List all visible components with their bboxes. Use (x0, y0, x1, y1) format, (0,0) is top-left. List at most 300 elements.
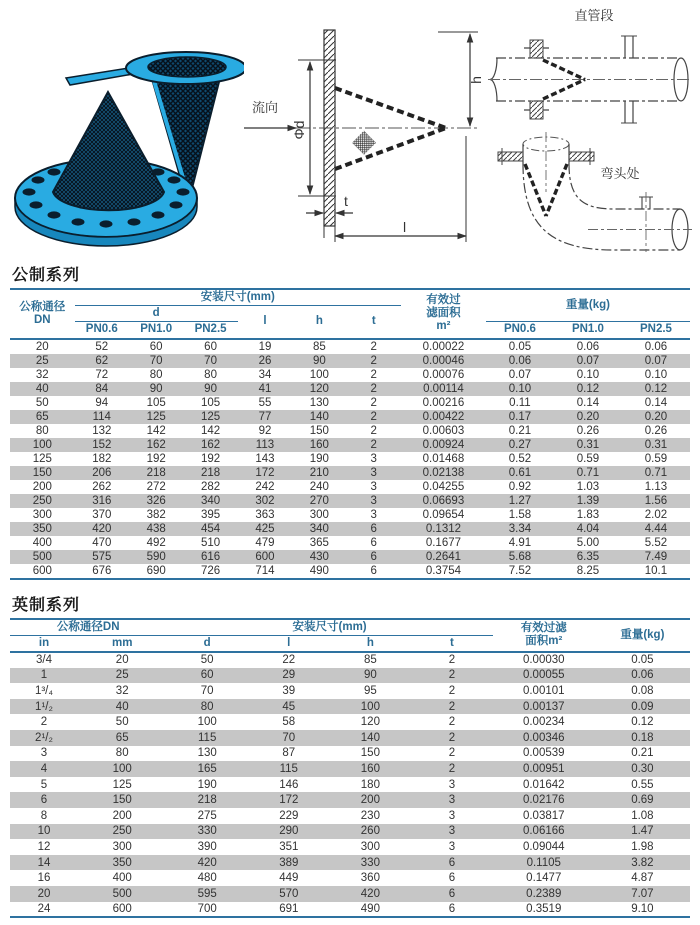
table-cell: 316 (92, 494, 112, 507)
table-cell: 0.06 (576, 340, 600, 353)
table-cell: 3.34 (508, 522, 532, 535)
table-cell: 50 (200, 654, 214, 667)
table-cell: 0.05 (508, 340, 532, 353)
table-cell: 242 (255, 480, 275, 493)
table-cell: 3 (448, 825, 456, 838)
table-cell: 0.09654 (422, 508, 465, 521)
table-cell: 192 (146, 452, 166, 465)
table-cell: 0.00234 (522, 716, 565, 729)
col-header-weight: 重量(kg) (620, 628, 665, 641)
imperial-table-header (10, 620, 690, 652)
table-cell: 2 (370, 396, 377, 409)
table-cell: 1.56 (644, 494, 668, 507)
table-cell: 10 (37, 825, 51, 838)
table-cell: 0.00101 (522, 685, 565, 698)
table-cell: 2 (40, 716, 48, 729)
table-cell: 0.00030 (522, 654, 565, 667)
table-cell: 600 (32, 564, 52, 577)
table-cell: 22 (282, 654, 296, 667)
metric-series-title: 公制系列 (12, 267, 81, 284)
metric-table (10, 290, 690, 580)
table-cell: 125 (200, 410, 221, 423)
table-cell: 130 (197, 747, 217, 760)
table-cell: 2 (448, 763, 456, 776)
table-cell: 616 (200, 550, 221, 563)
t-dim-label: t (344, 193, 348, 209)
table-cell: 2 (370, 354, 377, 367)
table-cell: 152 (92, 438, 112, 451)
table-cell: 100 (112, 763, 132, 776)
table-cell: 80 (115, 747, 129, 760)
table-cell: 0.27 (508, 438, 532, 451)
table-cell: 162 (146, 438, 166, 451)
table-cell: 4.44 (644, 522, 668, 535)
table-cell: 575 (92, 550, 112, 563)
table-row (10, 886, 690, 902)
table-cell: 24 (37, 902, 51, 915)
table-cell: 80 (149, 368, 163, 381)
table-cell: 4 (40, 763, 48, 776)
elbow-label: 弯头处 (600, 166, 640, 181)
table-cell: 0.71 (576, 466, 600, 479)
table-row (10, 508, 690, 522)
table-cell: 326 (146, 494, 166, 507)
table-cell: 0.59 (644, 452, 668, 465)
table-cell: 200 (112, 809, 132, 822)
table-cell: 0.31 (576, 438, 600, 451)
table-row (10, 466, 690, 480)
table-cell: 340 (309, 522, 329, 535)
table-cell: 1.13 (644, 480, 668, 493)
table-cell: 26 (258, 354, 272, 367)
table-cell: 0.00055 (522, 669, 565, 682)
table-cell: 87 (282, 747, 296, 760)
table-cell: 1.08 (631, 809, 654, 822)
table-cell: 3 (370, 466, 377, 479)
table-cell: 165 (197, 763, 217, 776)
table-cell: 90 (312, 354, 326, 367)
table-cell: 490 (360, 902, 380, 915)
table-row (10, 438, 690, 452)
table-row (10, 839, 690, 855)
table-cell: 0.3519 (526, 902, 562, 915)
table-cell: 20 (37, 887, 51, 900)
table-cell: 70 (149, 354, 163, 367)
table-cell: 95 (363, 685, 377, 698)
table-cell: 2.02 (644, 508, 668, 521)
table-cell: 492 (146, 536, 166, 549)
col-header-h: h (366, 636, 374, 649)
table-cell: 16 (37, 872, 51, 885)
table-row (10, 808, 690, 824)
table-cell: 142 (200, 424, 221, 437)
table-cell: 20 (35, 340, 49, 353)
table-cell: 160 (309, 438, 329, 451)
table-cell: 0.14 (576, 396, 600, 409)
table-cell: 330 (360, 856, 380, 869)
table-cell: 0.10 (576, 368, 600, 381)
table-cell: 0.08 (631, 685, 654, 698)
table-cell: 0.21 (508, 424, 532, 437)
table-cell: 0.06 (644, 340, 668, 353)
table-row (10, 777, 690, 793)
table-cell: 490 (309, 564, 329, 577)
table-cell: 0.17 (508, 410, 532, 423)
table-cell: 0.26 (644, 424, 668, 437)
table-cell: 160 (360, 763, 380, 776)
imperial-series-title: 英制系列 (12, 596, 81, 614)
table-cell: 0.01468 (422, 452, 465, 465)
table-cell: 0.00216 (422, 396, 465, 409)
col-header-in: in (38, 636, 50, 649)
table-cell: 0.59 (576, 452, 600, 465)
table-cell: 470 (92, 536, 112, 549)
table-cell: 115 (279, 763, 298, 776)
table-cell: 438 (146, 522, 166, 535)
table-cell: 7.07 (631, 887, 654, 900)
table-cell: 1.27 (508, 494, 532, 507)
table-cell: 0.06693 (422, 494, 465, 507)
table-row (10, 699, 690, 715)
table-cell: 351 (279, 841, 299, 854)
table-cell: 690 (146, 564, 166, 577)
table-cell: 5.00 (576, 536, 600, 549)
table-cell: 3 (370, 480, 377, 493)
table-cell: 240 (309, 480, 329, 493)
table-cell: 270 (309, 494, 329, 507)
table-cell: 0.03817 (522, 809, 565, 822)
table-cell: 0.12 (631, 716, 654, 729)
table-cell: 150 (112, 794, 132, 807)
table-cell: 50 (115, 716, 129, 729)
table-cell: 29 (282, 669, 296, 682)
col-header-l: l (263, 315, 267, 328)
table-cell: 142 (146, 424, 166, 437)
table-cell: 4.87 (631, 872, 654, 885)
table-cell: 2 (448, 700, 456, 713)
table-cell: 330 (197, 825, 217, 838)
table-cell: 500 (32, 550, 52, 563)
table-row (10, 396, 690, 410)
table-cell: 100 (360, 700, 380, 713)
figure-strip (0, 0, 700, 258)
table-cell: 8.25 (576, 564, 600, 577)
table-cell: 150 (32, 466, 52, 479)
table-cell: 70 (282, 731, 296, 744)
metric-table-header (10, 290, 690, 339)
table-cell: 192 (200, 452, 221, 465)
table-cell: 3 (448, 778, 456, 791)
table-cell: 0.06166 (522, 825, 565, 838)
table-cell: 140 (360, 731, 380, 744)
table-cell: 100 (32, 438, 52, 451)
table-cell: 1.98 (631, 841, 654, 854)
table-cell: 600 (112, 902, 132, 915)
table-cell: 0.09044 (522, 841, 565, 854)
table-cell: 90 (204, 382, 217, 395)
table-cell: 19 (258, 340, 272, 353)
table-cell: 190 (309, 452, 329, 465)
table-row (10, 714, 690, 730)
table-cell: 595 (197, 887, 217, 900)
table-cell: 570 (279, 887, 299, 900)
table-cell: 430 (309, 550, 329, 563)
table-cell: 0.1105 (526, 856, 561, 869)
table-cell: 60 (204, 340, 217, 353)
table-row (10, 683, 690, 699)
table-cell: 2 (370, 410, 377, 423)
table-row (10, 870, 690, 886)
table-cell: 45 (282, 700, 296, 713)
table-cell: 272 (146, 480, 166, 493)
table-cell: 6 (370, 522, 377, 535)
col-header-w-pn25: PN2.5 (639, 323, 672, 336)
table-cell: 420 (92, 522, 112, 535)
table-cell: 0.69 (631, 794, 654, 807)
table-cell: 7.52 (508, 564, 532, 577)
table-cell: 0.71 (644, 466, 668, 479)
table-cell: 365 (309, 536, 329, 549)
table-cell: 454 (200, 522, 221, 535)
dia-dim-label: Φd (291, 120, 307, 140)
table-cell: 3.82 (631, 856, 654, 869)
table-cell: 20 (115, 654, 129, 667)
table-cell: 2 (448, 685, 456, 698)
table-cell: 218 (200, 466, 221, 479)
straight-pipe-label: 直管段 (574, 8, 614, 23)
table-row (10, 550, 690, 564)
table-cell: 400 (112, 872, 132, 885)
table-cell: 0.52 (508, 452, 532, 465)
table-cell: 140 (309, 410, 329, 423)
table-cell: 676 (92, 564, 112, 577)
table-cell: 105 (200, 396, 221, 409)
table-cell: 6 (40, 794, 48, 807)
table-row (10, 494, 690, 508)
table-cell: 113 (255, 438, 275, 451)
table-cell: 0.12 (576, 382, 600, 395)
table-row (10, 522, 690, 536)
table-cell: 0.09 (631, 700, 654, 713)
table-cell: 14 (37, 856, 51, 869)
table-cell: 1.39 (576, 494, 600, 507)
col-header-l: l (287, 636, 291, 649)
table-cell: 150 (360, 747, 380, 760)
table-cell: 0.06 (508, 354, 532, 367)
table-cell: 0.61 (508, 466, 532, 479)
table-cell: 0.18 (631, 731, 654, 744)
table-cell: 0.26 (576, 424, 600, 437)
metric-table-body (10, 339, 690, 579)
table-cell: 360 (360, 872, 380, 885)
installation-diagrams (482, 2, 697, 258)
table-row (10, 410, 690, 424)
table-cell: 0.1677 (425, 536, 462, 549)
col-header-d: d (75, 306, 238, 322)
table-cell: 120 (309, 382, 329, 395)
table-cell: 4.04 (576, 522, 600, 535)
table-row (10, 536, 690, 550)
table-cell: 2 (370, 368, 377, 381)
table-cell: 143 (255, 452, 275, 465)
table-cell: 218 (197, 794, 217, 807)
col-header-filter-area: 有效过滤 面积m² (520, 622, 567, 648)
table-cell: 0.07 (508, 368, 532, 381)
table-row (10, 339, 690, 354)
table-cell: 206 (92, 466, 112, 479)
col-header-install-dims: 安装尺寸(mm) (166, 620, 492, 636)
table-cell: 0.14 (644, 396, 668, 409)
table-cell: 0.11 (509, 396, 531, 409)
table-cell: 0.05 (631, 654, 654, 667)
table-cell: 302 (255, 494, 275, 507)
table-cell: 25 (115, 669, 129, 682)
table-cell: 300 (32, 508, 52, 521)
table-row (10, 855, 690, 871)
table-cell: 115 (198, 731, 217, 744)
table-cell: 3 (370, 452, 377, 465)
table-cell: 80 (204, 368, 217, 381)
table-cell: 0.00951 (522, 763, 565, 776)
table-cell: 691 (279, 902, 299, 915)
table-row (10, 824, 690, 840)
l-dim-label: l (403, 219, 407, 235)
table-cell: 3 (370, 508, 377, 521)
table-cell: 2 (448, 654, 456, 667)
table-cell: 0.02138 (422, 466, 465, 479)
table-cell: 1.47 (631, 825, 654, 838)
table-cell: 390 (197, 841, 217, 854)
table-cell: 39 (282, 685, 296, 698)
col-header-d: d (203, 636, 211, 649)
table-cell: 5.52 (644, 536, 668, 549)
table-cell: 0.12 (644, 382, 668, 395)
col-header-t: t (371, 315, 376, 328)
table-cell: 479 (255, 536, 275, 549)
table-cell: 0.07 (576, 354, 600, 367)
col-header-dn: 公称通径 DN (19, 300, 66, 326)
table-cell: 3 (448, 794, 456, 807)
table-cell: 714 (255, 564, 275, 577)
table-cell: 125 (32, 452, 52, 465)
table-cell: 590 (146, 550, 166, 563)
table-cell: 1³/₄ (34, 685, 54, 698)
table-cell: 114 (92, 410, 111, 423)
table-cell: 180 (360, 778, 380, 791)
table-cell: 229 (279, 809, 299, 822)
table-cell: 260 (360, 825, 380, 838)
table-cell: 5.68 (508, 550, 532, 563)
table-cell: 2 (448, 716, 456, 729)
table-cell: 0.00422 (422, 410, 465, 423)
table-cell: 250 (112, 825, 132, 838)
table-cell: 500 (112, 887, 132, 900)
table-cell: 282 (200, 480, 221, 493)
table-cell: 1.03 (576, 480, 600, 493)
table-cell: 0.10 (508, 382, 532, 395)
table-cell: 300 (112, 841, 132, 854)
table-cell: 90 (363, 669, 377, 682)
table-cell: 85 (363, 654, 377, 667)
table-cell: 0.31 (644, 438, 668, 451)
table-cell: 162 (200, 438, 221, 451)
table-cell: 2 (370, 340, 377, 353)
table-cell: 190 (197, 778, 217, 791)
table-cell: 62 (95, 354, 109, 367)
table-cell: 480 (197, 872, 217, 885)
table-cell: 72 (95, 368, 109, 381)
table-cell: 6 (448, 856, 456, 869)
table-cell: 146 (279, 778, 299, 791)
table-cell: 1.58 (508, 508, 532, 521)
col-header-filter-area: 有效过 滤面积 m² (426, 294, 461, 333)
table-cell: 2 (370, 438, 377, 451)
table-cell: 40 (115, 700, 129, 713)
table-cell: 0.00603 (422, 424, 465, 437)
table-row (10, 746, 690, 762)
table-cell: 300 (360, 841, 380, 854)
table-cell: 85 (312, 340, 326, 353)
table-cell: 0.06 (631, 669, 654, 682)
table-cell: 105 (146, 396, 166, 409)
table-cell: 420 (360, 887, 380, 900)
table-cell: 0.00924 (422, 438, 465, 451)
table-cell: 34 (258, 368, 272, 381)
table-cell: 0.3754 (425, 564, 462, 577)
table-cell: 58 (282, 716, 296, 729)
table-cell: 0.1312 (425, 522, 462, 535)
table-cell: 3/4 (36, 654, 52, 667)
table-cell: 2 (370, 382, 377, 395)
table-cell: 3 (448, 841, 456, 854)
table-cell: 449 (279, 872, 299, 885)
table-cell: 25 (35, 354, 49, 367)
table-cell: 395 (200, 508, 221, 521)
table-cell: 6.35 (576, 550, 600, 563)
table-cell: 1.83 (576, 508, 600, 521)
table-cell: 0.02176 (522, 794, 565, 807)
table-cell: 382 (146, 508, 166, 521)
table-cell: 0.07 (644, 354, 668, 367)
col-header-d-pn10: PN1.0 (140, 323, 173, 336)
table-cell: 2 (448, 669, 456, 682)
table-cell: 363 (255, 508, 275, 521)
imperial-table-body (10, 652, 690, 917)
table-cell: 100 (309, 368, 329, 381)
table-cell: 230 (360, 809, 380, 822)
table-cell: 70 (204, 354, 217, 367)
table-row (10, 382, 690, 396)
imperial-table (10, 620, 690, 919)
table-cell: 510 (200, 536, 221, 549)
col-header-w-pn10: PN1.0 (571, 323, 604, 336)
table-cell: 172 (279, 794, 299, 807)
table-cell: 4.91 (508, 536, 532, 549)
table-cell: 0.30 (631, 763, 654, 776)
table-cell: 262 (92, 480, 112, 493)
table-cell: 0.92 (508, 480, 532, 493)
table-cell: 125 (146, 410, 166, 423)
table-row (10, 792, 690, 808)
table-cell: 300 (309, 508, 329, 521)
table-cell: 0.20 (576, 410, 600, 423)
table-row (10, 368, 690, 382)
table-cell: 6 (370, 536, 377, 549)
col-header-t: t (450, 636, 454, 649)
table-cell: 70 (200, 685, 214, 698)
table-cell: 389 (279, 856, 299, 869)
table-cell: 65 (115, 731, 129, 744)
